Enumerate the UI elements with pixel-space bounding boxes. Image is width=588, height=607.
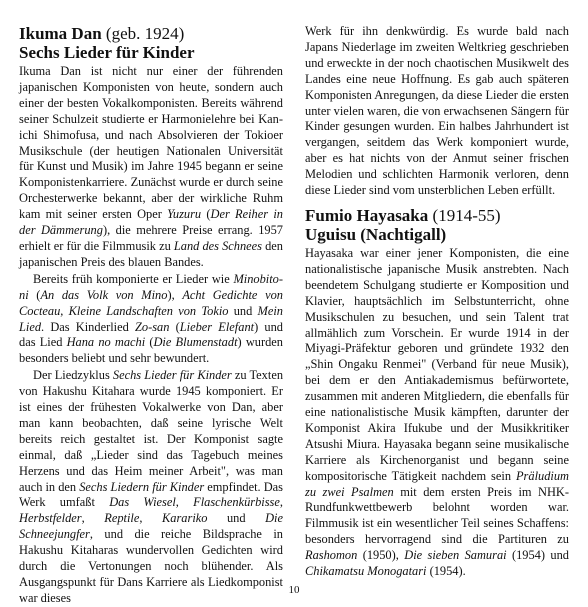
left-column xyxy=(19,24,283,607)
page-number: 10 xyxy=(288,584,300,596)
section-heading-fumio-hayasaka xyxy=(305,206,569,225)
composer-dates: (1914-55) xyxy=(432,205,501,225)
work-title: Uguisu (Nachtigall) xyxy=(305,224,447,244)
section-heading-ikuma-dan xyxy=(19,24,283,43)
composer-name: Fumio Hayasaka xyxy=(305,205,429,225)
paragraph: Hayasaka war einer jener Komponisten, die eine nationalistische japanische Musik anstrebten. Nach beendetem Schulgang studierte er Komposition und Klavier, hauptsächlich im Selbstunterricht, ohne Musikschulen zu besuchen, und sein Talent trat allmählich zum Vorschein. Er wurde 1914 in der Miyagi-Präfektur geboren und gründete 1932 den „Shin Ongaku Renmei" (Verband für neue Musik), bei dem er den Antiakademismus befürwortete, zusammen mit anderen Mitgliedern, die ebenfalls für eine nationalistische Musik kämpften, darunter der Komponist Akira Ifukube und der Musikkritiker Atsushi Miura. Hayasaka begann seine musikalische Karriere als Kirchenorganist und begann seine kompositorische Tätigkeit nachdem sein Präludium zu zwei Psalmen mit dem ersten Preis im NHK-Rundfunkwettbewerb belohnt worden war. Filmmusik ist ein wesentlicher Teil seines Schaffens: besonders hervorragend sind die Partituren zu Rashomon (1950), Die sieben Samurai (1954) und Chikamatsu Monogatari (1954). xyxy=(305,245,569,579)
paragraph: Werk für ihn denkwürdig. Es wurde bald nach Japans Niederlage im zweiten Weltkrieg geschrieben und erweckte in der noch chaotischen Musikwelt des Landes eine neue Hoffnung. Es gab auch späteren Komponisten Anregungen, da diese Lieder die ersten unter vielen waren, die von erwachsenen Sängern für Kinder gesungen wurden. Ein halbes Jahrhundert ist vergangen, seitdem das Werk komponiert wurde, aber es hat nichts von der Anmut seiner frischen Melodien und schlichten Harmonik verloren, denn diese Lieder sind vom unsterblichen Leben erfüllt. xyxy=(305,24,569,198)
composer-dates: (geb. 1924) xyxy=(105,24,185,43)
right-column xyxy=(305,24,569,580)
paragraph: Bereits früh komponierte er Lieder wie Minobito-ni (An das Volk von Mino), Acht Gedichte von Cocteau, Kleine Landschaften von Tokio und Mein Lied. Das Kinderlied Zo-san (Lieber Elefant) und das Lied Hana no machi (Die Blumenstadt) wurden besonders beliebt und sehr bewundert. xyxy=(19,271,284,366)
composer-name: Ikuma Dan xyxy=(19,24,102,43)
paragraph: Ikuma Dan ist nicht nur einer der führenden japanischen Komponisten von heute, sondern auch einer der besten Vokalkomponisten. Bereits während seiner Schulzeit studierte er Harmonielehre bei Kan-ichi Shimofusa, und nach Absolvieren der Tokioer Musikschule (der heutigen Nationalen Universität für Kunst und Musik) im Jahre 1945 begann er seine Komponistenkarriere. Zunächst wurde er durch seine Orchesterwerke bekannt, aber der wirkliche Ruhm kam mit seiner ersten Oper Yuzuru (Der Reiher in der Dämmerung), die mehrere Preise errang. 1957 erhielt er für die Filmmusik zu Land des Schnees den japanischen Preis des blauen Bandes. xyxy=(19,64,283,269)
work-title: Sechs Lieder für Kinder xyxy=(19,43,195,62)
paragraph: Der Liedzyklus Sechs Lieder für Kinder zu Texten von Hakushu Kitahara wurde 1945 komponiert. Er ist eines der frühesten Vokalwerke von Dan, aber man kann beobachten, daß seine lyrische Welt bereits reich gestaltet ist. Der Komponist sagte einmal, daß „Lieder sind das Tagebuch meines Herzens und das Heim meiner Arbeit", was man auch in den Sechs Liedern für Kinder empfindet. Das Werk umfaßt Das Wiesel, Flaschenkürbisse, Herbstfelder, Reptile, Karariko und Die Schneejungfer, und die reiche Bildsprache in Hakushu Kitaharas wundervollen Gedichten wird durch die Vertonungen noch blühender. Als Ausgangspunkt für Dans Karriere als Liedkomponist war dieses xyxy=(19,368,284,605)
